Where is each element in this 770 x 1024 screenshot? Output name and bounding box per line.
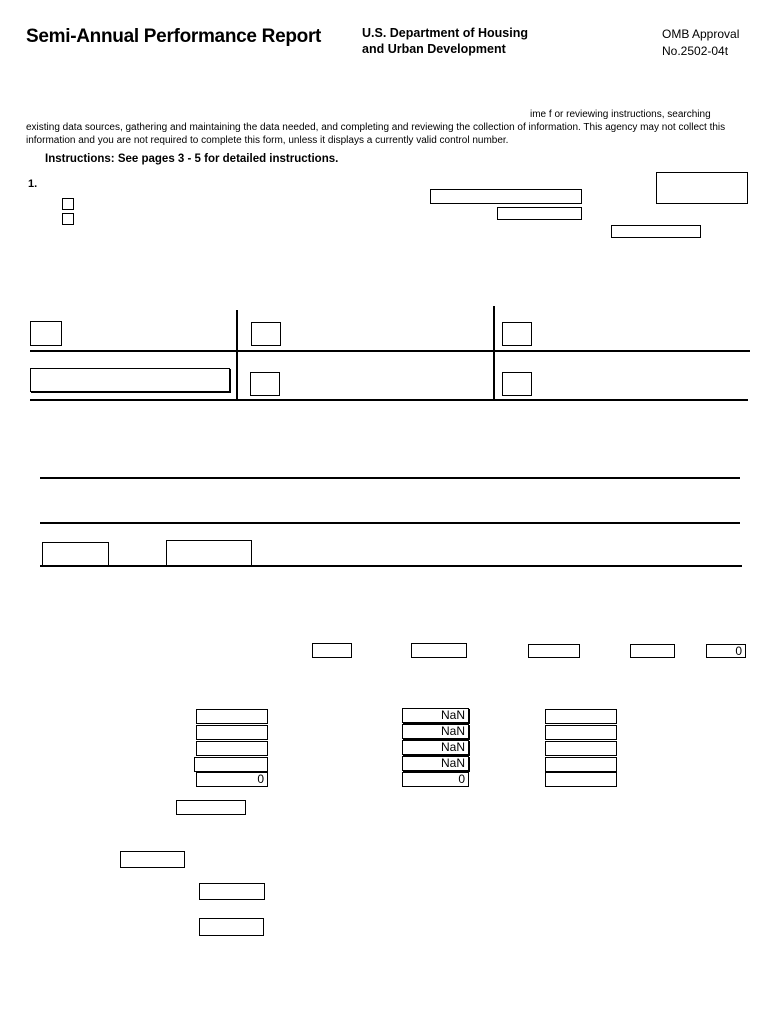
col3-field-3[interactable] bbox=[545, 741, 617, 756]
col2-field-3[interactable]: NaN bbox=[402, 740, 469, 755]
omb-approval-line-1: OMB Approval bbox=[662, 27, 740, 41]
reporting-period-field[interactable] bbox=[611, 225, 701, 238]
grid-field-f[interactable] bbox=[502, 372, 532, 396]
grid-field-b[interactable] bbox=[251, 322, 281, 346]
row-total-field[interactable]: 0 bbox=[706, 644, 746, 658]
col1-field-1[interactable] bbox=[196, 709, 268, 724]
grid-field-c[interactable] bbox=[502, 322, 532, 346]
col3-field-4[interactable] bbox=[545, 757, 617, 772]
checkbox-option-2[interactable] bbox=[62, 213, 74, 225]
omb-approval-number: No.2502-04t bbox=[662, 44, 729, 58]
grid-rule-2 bbox=[30, 399, 748, 401]
department-line-1: U.S. Department of Housing bbox=[362, 26, 528, 40]
rule-line-2 bbox=[40, 522, 740, 524]
page-title: Semi-Annual Performance Report bbox=[26, 26, 322, 47]
col2-field-2[interactable]: NaN bbox=[402, 724, 469, 739]
checkbox-option-1[interactable] bbox=[62, 198, 74, 210]
grant-number-field[interactable] bbox=[497, 207, 582, 220]
line-field-b[interactable] bbox=[166, 540, 252, 566]
row-field-4[interactable] bbox=[630, 644, 675, 658]
row-field-3[interactable] bbox=[528, 644, 580, 658]
lower-field-4[interactable] bbox=[199, 918, 264, 936]
grid-field-e[interactable] bbox=[250, 372, 280, 396]
col2-field-4[interactable]: NaN bbox=[402, 756, 469, 771]
rule-line-3 bbox=[40, 565, 742, 567]
col3-field-2[interactable] bbox=[545, 725, 617, 740]
grantee-name-field[interactable] bbox=[430, 189, 582, 204]
lower-field-2[interactable] bbox=[120, 851, 185, 868]
report-date-field[interactable] bbox=[656, 172, 748, 204]
grid-field-d[interactable] bbox=[30, 368, 230, 392]
col2-field-1[interactable]: NaN bbox=[402, 708, 469, 723]
rule-line-1 bbox=[40, 477, 740, 479]
col1-total-field[interactable]: 0 bbox=[196, 772, 268, 787]
department-name bbox=[362, 25, 528, 57]
omb-approval bbox=[662, 26, 739, 60]
grid-rule-1 bbox=[30, 350, 750, 352]
col1-field-2[interactable] bbox=[196, 725, 268, 740]
col3-total-field[interactable] bbox=[545, 772, 617, 787]
line-field-a[interactable] bbox=[42, 542, 109, 566]
col3-field-1[interactable] bbox=[545, 709, 617, 724]
lower-field-1[interactable] bbox=[176, 800, 246, 815]
grid-divider-1 bbox=[236, 310, 238, 400]
grid-field-a[interactable] bbox=[30, 321, 62, 346]
section-1-label: 1. bbox=[28, 178, 38, 190]
col2-total-field[interactable]: 0 bbox=[402, 772, 469, 787]
instructions-text: Instructions: See pages 3 - 5 for detailed instructions. bbox=[45, 153, 339, 165]
row-field-1[interactable] bbox=[312, 643, 352, 658]
burden-text-line-2: existing data sources, gathering and maintaining the data needed, and completing and reviewing the collection of information. This agency may not collect this bbox=[26, 122, 726, 133]
burden-text-line-1: ime f or reviewing instructions, searching bbox=[530, 109, 711, 120]
lower-field-3[interactable] bbox=[199, 883, 265, 900]
grid-divider-2 bbox=[493, 306, 495, 400]
row-field-2[interactable] bbox=[411, 643, 467, 658]
department-line-2: and Urban Development bbox=[362, 42, 506, 56]
col1-field-3[interactable] bbox=[196, 741, 268, 756]
burden-text-line-3: information and you are not required to complete this form, unless it displays a currently valid control number. bbox=[26, 135, 509, 146]
col1-field-4[interactable] bbox=[194, 757, 268, 772]
